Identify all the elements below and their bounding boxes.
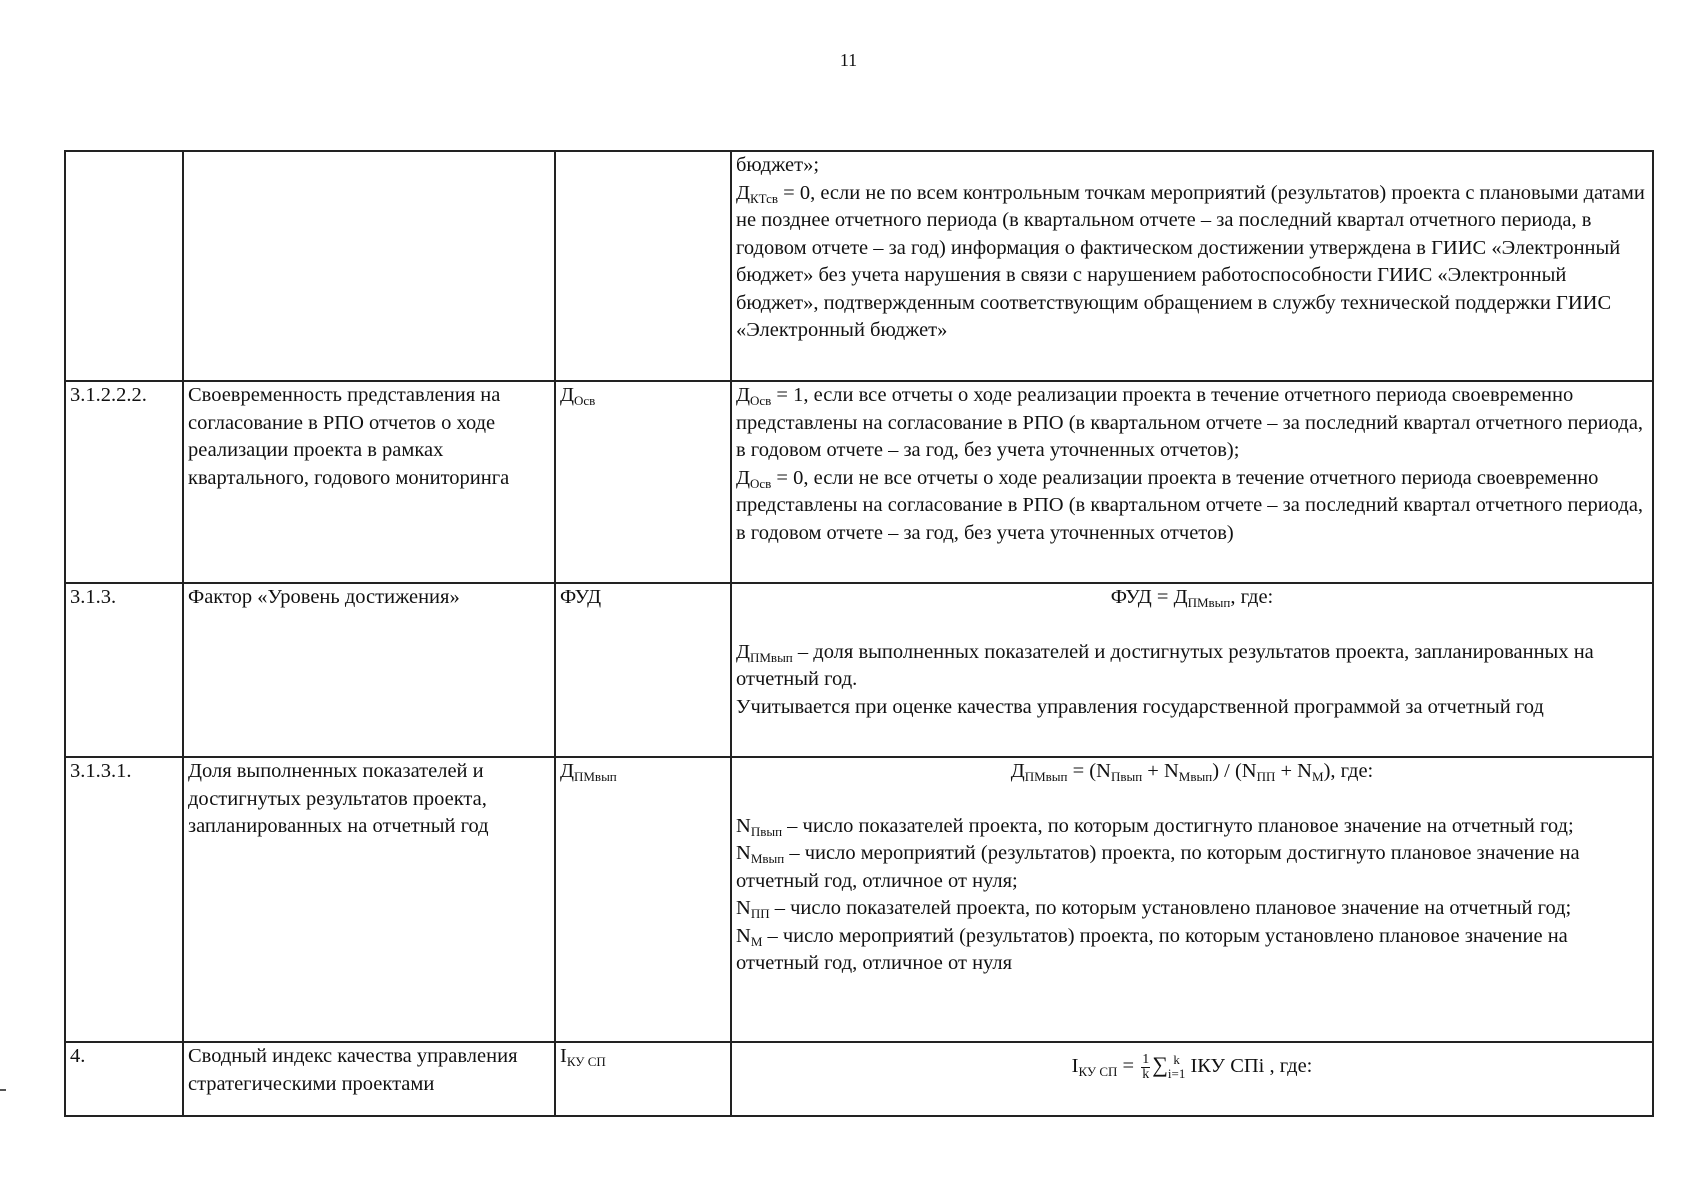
fraction bbox=[1141, 1053, 1150, 1082]
sum-upper-limit: k bbox=[1173, 1052, 1180, 1068]
table-row bbox=[65, 583, 1653, 757]
sum-symbol: ∑ bbox=[1152, 1052, 1168, 1077]
indicator-symbol: $Д_{ПМвып}$ bbox=[555, 757, 731, 1042]
margin-mark bbox=[0, 1089, 6, 1091]
row-number: 3.1.3.1. bbox=[65, 757, 183, 1042]
indicator-name: Доля выполненных показателей и достигнутых результатов проекта, запланированных на отчетный год bbox=[183, 757, 555, 1042]
description-line: $Д_{Осв} = 1$, если все отчеты о ходе реализации проекта в течение отчетного периода своевременно представлены на согласование в РПО (в квартальном отчете – за последний квартал отчетного периода, в годовом отчете – за год, без учета уточненных отчетов); bbox=[736, 384, 1644, 461]
indicator-name: Своевременность представления на согласование в РПО отчетов о ходе реализации проекта в рамках квартального, годового мониторинга bbox=[183, 381, 555, 583]
indicator-name: Сводный индекс качества управления стратегическими проектами bbox=[183, 1042, 555, 1116]
formula bbox=[736, 1051, 1648, 1082]
indicator-table bbox=[64, 150, 1654, 1117]
description-line: $N_М$ – число мероприятий (результатов) проекта, по которым установлено плановое значение на отчетный год, отличное от нуля bbox=[736, 924, 1568, 974]
fraction-denominator: k bbox=[1142, 1066, 1150, 1082]
table-row bbox=[65, 151, 1653, 381]
description-line: $N_{Мвып}$ – число мероприятий (результатов) проекта, по которым достигнуто плановое значение на отчетный год, отличное от нуля; bbox=[736, 842, 1580, 892]
indicator-symbol: $I_{КУ СП}$ bbox=[555, 1042, 731, 1116]
description-line: $N_{ПП}$ – число показателей проекта, по которым установлено плановое значение на отчетный год; bbox=[736, 897, 1572, 921]
indicator-description bbox=[731, 583, 1653, 757]
indicator-description bbox=[731, 1042, 1653, 1116]
row-number: 4. bbox=[65, 1042, 183, 1116]
table-row bbox=[65, 1042, 1653, 1116]
indicator-name: Фактор «Уровень достижения» bbox=[183, 583, 555, 757]
row-number: 3.1.3. bbox=[65, 583, 183, 757]
formula-lhs: $I_{КУ СП}$ = bbox=[1071, 1055, 1135, 1079]
description-line: бюджет»; bbox=[736, 154, 820, 176]
sum-lower-limit: i=1 bbox=[1167, 1066, 1186, 1082]
row-number: 3.1.2.2.2. bbox=[65, 381, 183, 583]
description-line: $Д_{КТсв} = 0$, если не по всем контрольным точкам мероприятий (результатов) проекта с плановыми датами не позднее отчетного периода (в квартальном отчете – за последний квартал отчетного периода, в годовом отчете – за год) информация о фактическом достижении утверждена в ГИИС «Электронный бюджет» без учета нарушения в связи с нарушением работоспособности ГИИС «Электронный бюджет», подтвержденным соответствующим обращением в службу технической поддержки ГИИС «Электронный бюджет» bbox=[736, 181, 1645, 341]
indicator-symbol: $Д_{Осв}$ bbox=[555, 381, 731, 583]
indicator-symbol bbox=[555, 151, 731, 381]
formula: ФУД = $Д_{ПМвып}$, где: bbox=[1110, 586, 1274, 610]
indicator-name bbox=[183, 151, 555, 381]
formula-rhs: IКУ СПi , где: bbox=[1190, 1055, 1313, 1077]
row-number bbox=[65, 151, 183, 381]
indicator-description bbox=[731, 381, 1653, 583]
page-number: 11 bbox=[839, 50, 858, 70]
sum-limits bbox=[1168, 1053, 1185, 1081]
description-line: $Д_{ПМвып}$ – доля выполненных показателей и достигнутых результатов проекта, запланированных на отчетный год. bbox=[736, 640, 1594, 690]
table-row bbox=[65, 757, 1653, 1042]
indicator-description bbox=[731, 757, 1653, 1042]
description-line: $Д_{Осв} = 0$, если не все отчеты о ходе реализации проекта в течение отчетного периода своевременно представлены на согласование в РПО (в квартальном отчете – за последний квартал отчетного периода, в годовом отчете – за год, без учета уточненных отчетов) bbox=[736, 466, 1644, 544]
description-line: $N_{Пвып}$ – число показателей проекта, по которым достигнуто плановое значение на отчетный год; bbox=[736, 814, 1574, 839]
description-line: Учитывается при оценке качества управления государственной программой за отчетный год bbox=[736, 695, 1544, 718]
fraction-numerator: 1 bbox=[1142, 1051, 1150, 1067]
indicator-symbol: ФУД bbox=[555, 583, 731, 757]
table-row bbox=[65, 381, 1653, 583]
formula: $Д_{ПМвып} = (N_{Пвып} + N_{Мвып}) / (N_{ПП} + N_М)$, где: bbox=[1010, 760, 1374, 784]
indicator-description bbox=[731, 151, 1653, 381]
